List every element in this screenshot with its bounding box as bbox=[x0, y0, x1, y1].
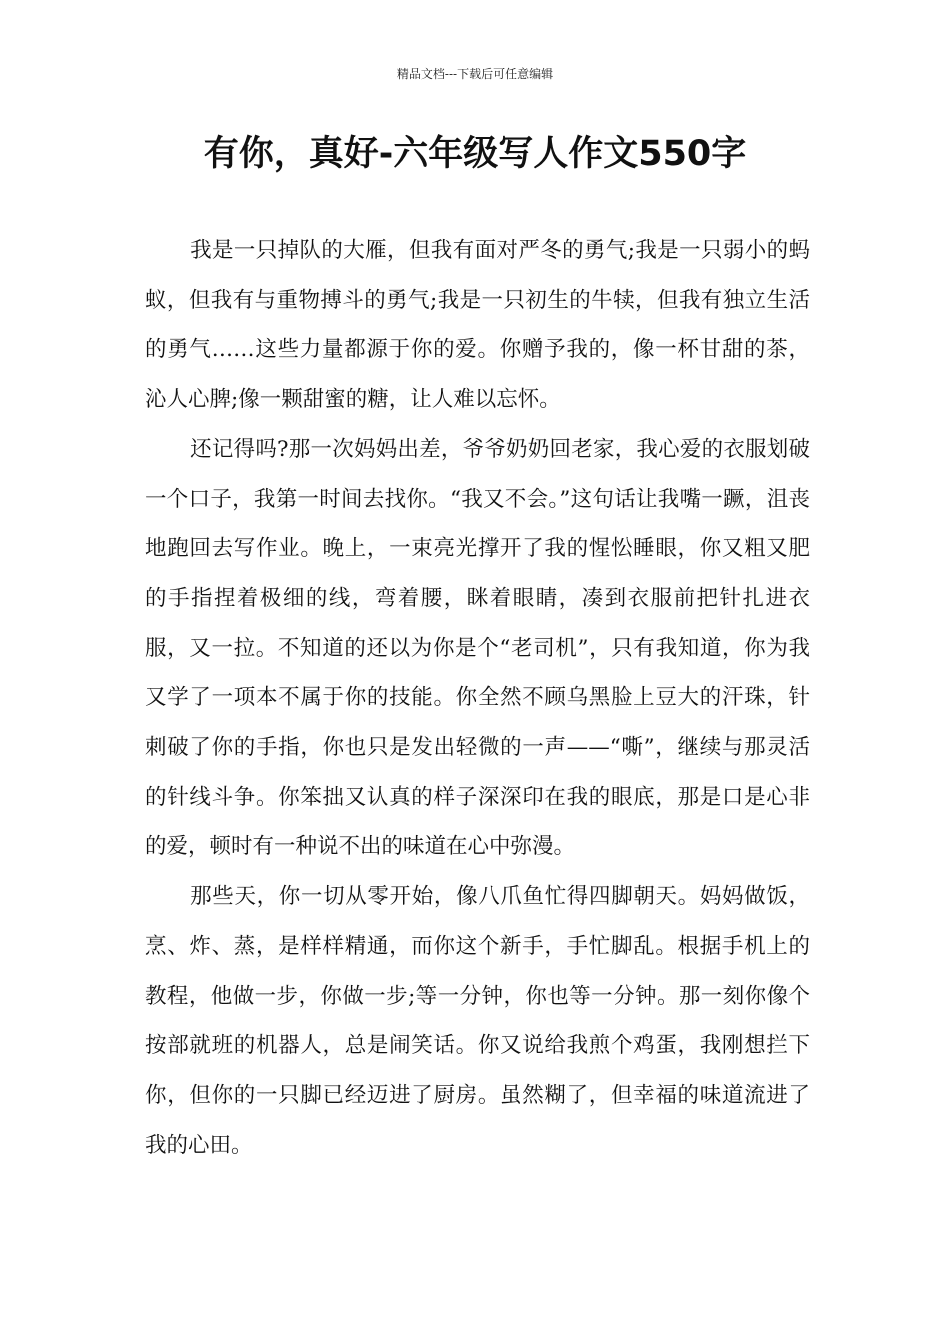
document-body bbox=[145, 226, 810, 1170]
paragraph-2: 还记得吗?那一次妈妈出差，爷爷奶奶回老家，我心爱的衣服划破一个口子，我第一时间去找你。“我又不会。”这句话让我嘴一蹶，沮丧地跑回去写作业。晚上，一束亮光撑开了我的惺忪睡眼，你又粗又肥的手指捏着极细的线，弯着腰，眯着眼睛，凑到衣服前把针扎进衣服，又一拉。不知道的还以为你是个“老司机”，只有我知道，你为我又学了一项本不属于你的技能。你全然不顾乌黑脸上豆大的汗珠，针刺破了你的手指，你也只是发出轻微的一声——“嘶”，继续与那灵活的针线斗争。你笨拙又认真的样子深深印在我的眼底，那是口是心非的爱，顿时有一种说不出的味道在心中弥漫。 bbox=[145, 436, 810, 860]
document-title: 有你，真好-六年级写人作文550字 bbox=[203, 134, 747, 174]
page-header: 精品文档---下载后可任意编辑 bbox=[396, 67, 554, 81]
paragraph-1: 我是一只掉队的大雁，但我有面对严冬的勇气;我是一只弱小的蚂蚁，但我有与重物搏斗的勇气;我是一只初生的牛犊，但我有独立生活的勇气……这些力量都源于你的爱。你赠予我的，像一杯甘甜的茶，沁人心脾;像一颗甜蜜的糖，让人难以忘怀。 bbox=[145, 238, 810, 413]
paragraph-3: 那些天，你一切从零开始，像八爪鱼忙得四脚朝天。妈妈做饭，烹、炸、蒸，是样样精通，而你这个新手，手忙脚乱。根据手机上的教程，他做一步，你做一步;等一分钟，你也等一分钟。那一刻你像个按部就班的机器人，总是闹笑话。你又说给我煎个鸡蛋，我刚想拦下你，但你的一只脚已经迈进了厨房。虽然糊了，但幸福的味道流进了我的心田。 bbox=[145, 884, 810, 1158]
